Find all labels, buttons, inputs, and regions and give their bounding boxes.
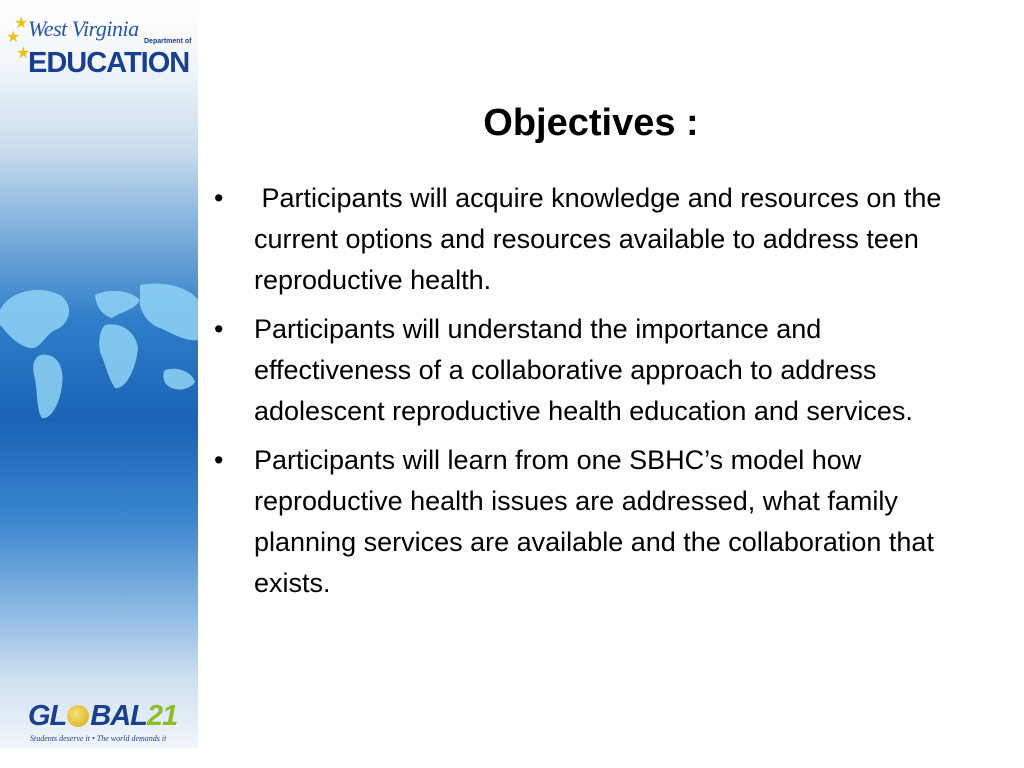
objectives-list (214, 178, 984, 612)
wv-logo-education: EDUCATION (28, 47, 190, 79)
bullet-icon: • (214, 314, 224, 344)
list-item (214, 178, 984, 301)
bullet-text: Participants will learn from one SBHC’s model how reproductive health issues are addressed, what family planning services are available and the collaboration that exists. (254, 445, 934, 598)
slide-title: Objectives : (483, 102, 699, 144)
wv-logo-script: West Virginia (28, 16, 139, 41)
list-item (214, 309, 984, 432)
global21-logo (28, 700, 198, 748)
wv-department-of-education-logo (4, 16, 190, 86)
bullet-text: Participants will understand the importance and effectiveness of a collaborative approach to address adolescent reproductive health education and services. (254, 314, 913, 426)
bullet-icon: • (214, 445, 224, 475)
bullet-icon: • (214, 183, 224, 213)
sidebar-decoration (0, 0, 198, 748)
star-icon: ★ (16, 45, 31, 62)
global21-tagline: Students deserve it • The world demands it (30, 734, 167, 743)
world-map-graphic (0, 270, 198, 470)
list-item (214, 440, 984, 604)
globe-icon (67, 705, 89, 727)
global21-wordmark: GL BAL21 (28, 700, 178, 732)
star-icon: ★ (14, 15, 29, 32)
bullet-text: Participants will acquire knowledge and resources on the current options and resources available to address teen reproductive health. (254, 183, 949, 295)
wv-logo-dept: Department of (144, 38, 192, 45)
star-icon: ★ (6, 29, 21, 46)
